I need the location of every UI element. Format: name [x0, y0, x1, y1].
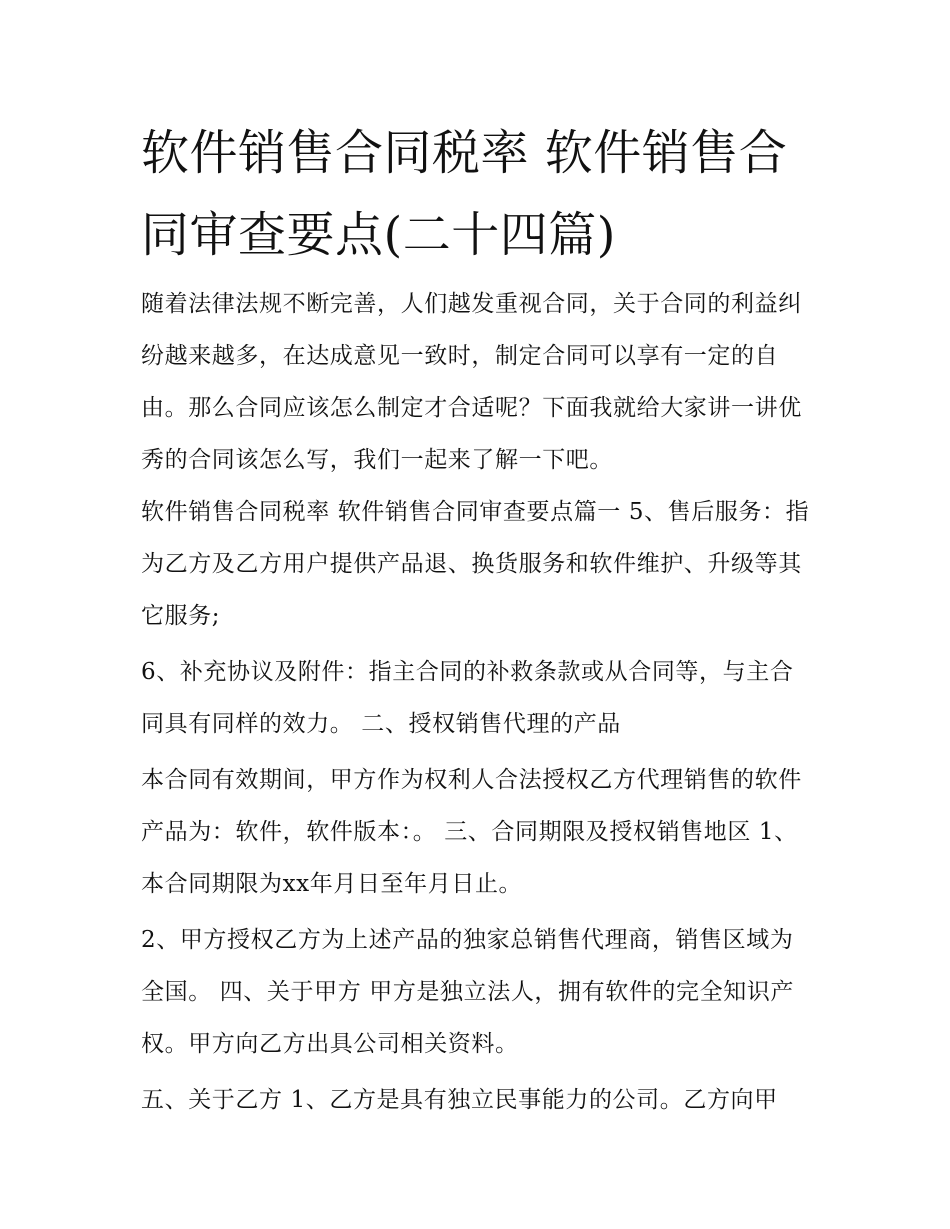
- document-title: 软件销售合同税率 软件销售合同审查要点(二十四篇): [141, 125, 788, 263]
- paragraph-intro: 随着法律法规不断完善，人们越发重视合同，关于合同的利益纠纷越来越多，在达成意见一致时，制定合同可以享有一定的自由。那么合同应该怎么制定才合适呢？下面我就给大家讲一讲优秀的合同该怎么写，我们一起来了解一下吧。: [141, 291, 802, 473]
- paragraph-party-a: 2、甲方授权乙方为上述产品的独家总销售代理商，销售区域为全国。 四、关于甲方 甲方是独立法人，拥有软件的完全知识产权。甲方向乙方出具公司相关资料。: [141, 927, 795, 1057]
- paragraph-products-term: 本合同有效期间，甲方作为权利人合法授权乙方代理销售的软件产品为：软件，软件版本：。 三、合同期限及授权销售地区 1、本合同期限为xx年月日至年月日止。: [141, 767, 802, 897]
- paragraph-supplement: 6、补充协议及附件：指主合同的补救条款或从合同等，与主合同具有同样的效力。 二、授权销售代理的产品: [141, 659, 794, 737]
- paragraph-party-b: 五、关于乙方 1、乙方是具有独立民事能力的公司。乙方向甲: [141, 1087, 778, 1113]
- document-body: [141, 278, 813, 1130]
- paragraph-section-one: 软件销售合同税率 软件销售合同审查要点篇一 5、售后服务：指为乙方及乙方用户提供产品退、换货服务和软件维护、升级等其它服务;: [141, 499, 810, 629]
